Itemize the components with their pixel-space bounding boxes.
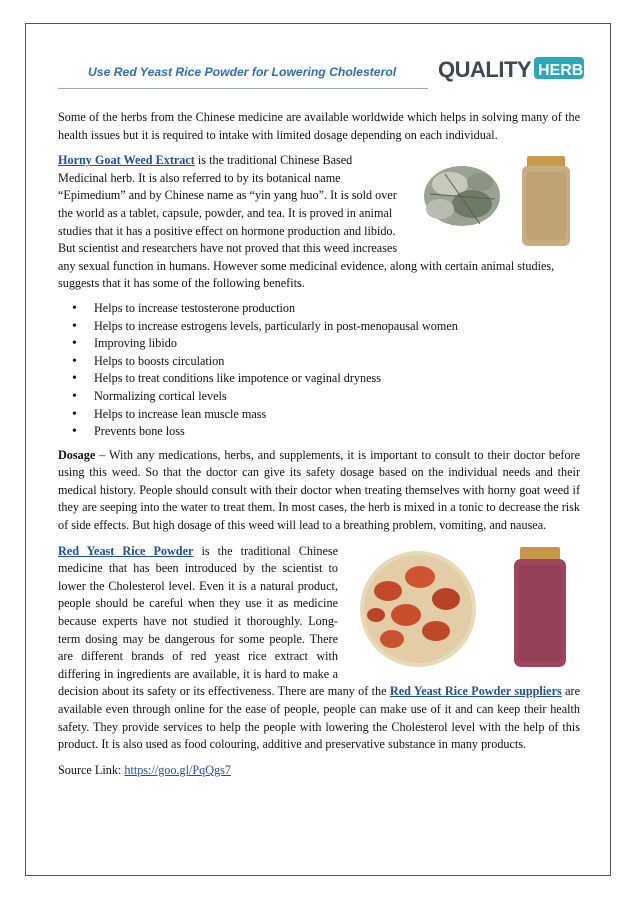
document-header xyxy=(58,44,586,90)
horny-goat-weed-link[interactable]: Horny Goat Weed Extract xyxy=(58,153,195,168)
horny-goat-section xyxy=(58,152,580,293)
horny-goat-weed-image xyxy=(410,154,580,249)
powder-jar-icon xyxy=(522,156,570,246)
list-item: • Helps to increase lean muscle mass xyxy=(58,406,580,424)
red-yeast-rice-powder-link[interactable]: Red Yeast Rice Powder xyxy=(58,543,194,558)
source-label: Source Link: xyxy=(58,762,125,777)
red-yeast-section xyxy=(58,543,580,754)
list-item: • Improving libido xyxy=(58,335,580,353)
dried-leaves-icon xyxy=(424,166,500,226)
list-item: • Prevents bone loss xyxy=(58,423,580,441)
document-title: Use Red Yeast Rice Powder for Lowering Cholesterol xyxy=(88,65,397,79)
red-yeast-text-2: are available even through online for the ease of people, people can make use of it and can keep their health safety. They provide services to help the people with lowering the Cholesterol level with the help of this product. It is also used as food colouring, additive and preservative substance in many products. xyxy=(58,684,580,752)
red-yeast-suppliers-link[interactable]: Red Yeast Rice Powder suppliers xyxy=(389,684,562,699)
dosage-paragraph xyxy=(58,447,580,535)
logo-text-quality: QUALITY xyxy=(438,57,532,82)
powder-jar-icon xyxy=(514,547,566,667)
dosage-text: – With any medications, herbs, and supplements, it is important to consult to their doctor before using this weed. So that the doctor can give its safety dosage based on the individual needs and their medical history. People should consult with their doctor when treating themselves with horny goat weed if they are seeping into the water to treat them. In most cases, the herb is mixed in a tonic to decrease the risk of side effects. But high dosage of this weed will lead to a breathing problem, vomiting, and nausea. xyxy=(58,447,580,533)
source-line xyxy=(58,762,580,780)
red-yeast-rice-image xyxy=(348,543,580,671)
horny-goat-text: is the traditional Chinese Based Medicinal herb. It is also referred to by its botanical name “Epimedium” and by Chinese name as “yin yang huo”. It is sold over the world as a tablet, capsule, powder, and tea. It is proved in animal studies that it has a positive effect on hormone production and libido. But scientist and researchers have not proved that this weed increases any sexual function in humans. However some medicinal evidence, along with certain animal studies, suggests that it has some of the following benefits. xyxy=(58,153,555,291)
document-body xyxy=(58,109,580,779)
list-item: • Normalizing cortical levels xyxy=(58,388,580,406)
list-item: • Helps to increase testosterone production xyxy=(58,300,580,318)
dosage-label: Dosage xyxy=(58,447,96,462)
benefits-list xyxy=(58,300,580,441)
list-item: • Helps to treat conditions like impotence or vaginal dryness xyxy=(58,370,580,388)
source-link[interactable]: https://goo.gl/PqQgs7 xyxy=(124,762,232,777)
intro-paragraph: Some of the herbs from the Chinese medicine are available worldwide which helps in solving many of the health issues but it is required to intake with limited dosage depending on each individual. xyxy=(58,110,580,142)
red-yeast-text-1: is the traditional Chinese medicine that has been introduced by the scientist to lower the Cholesterol level. Even it is a natural product, people should be careful when they use it as medicine because experts have not studied it thoroughly. Long-term dosing may be dangerous for some people. There are different brands of red yeast rice extract with differing in ingredients are available, it is hard to make a decision about its safety or its effectiveness. There are many of the xyxy=(58,543,390,699)
red-yeast-rice-dish-icon xyxy=(360,551,476,667)
list-item: • Helps to boosts circulation xyxy=(58,353,580,371)
header-divider xyxy=(58,88,428,89)
list-item: • Helps to increase estrogens levels, particularly in post-menopausal women xyxy=(58,318,580,336)
logo-text-herb: HERB xyxy=(538,62,584,79)
quality-herb-logo xyxy=(438,53,586,83)
